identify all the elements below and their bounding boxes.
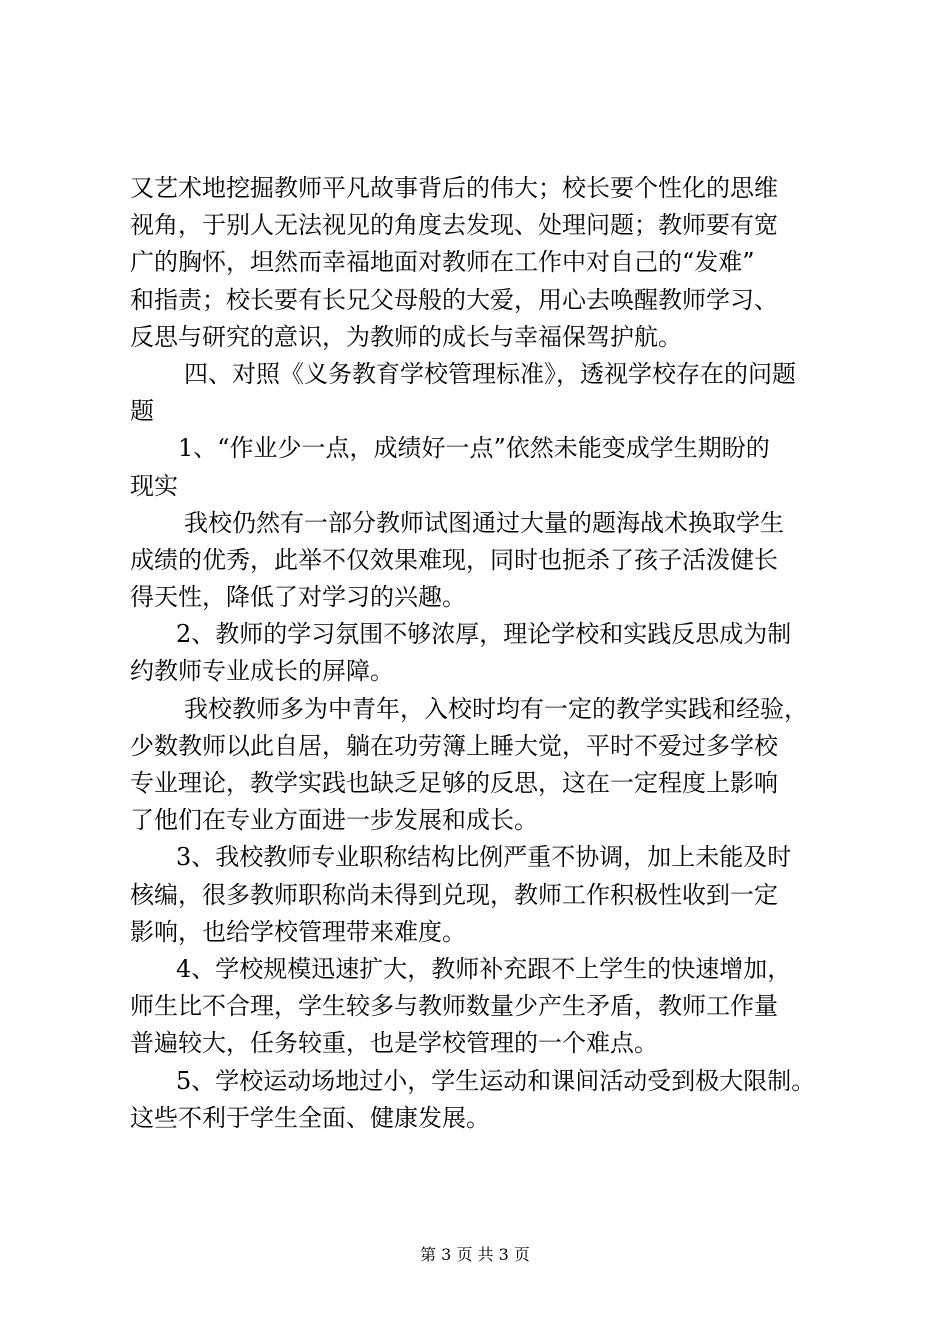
text-line: 约教师专业成长的屏障。: [130, 657, 394, 686]
text-line: 现实: [130, 471, 178, 500]
text-line: 核编，很多教师职称尚未得到兑现，教师工作积极性收到一定: [130, 880, 778, 909]
text-line: 成绩的优秀，此举不仅效果难现，同时也扼杀了孩子活泼健长: [130, 545, 778, 574]
text-line: 这些不利于学生全面、健康发展。: [130, 1103, 490, 1132]
item-1-body: [130, 505, 850, 617]
text-line: 师生比不合理，学生较多与教师数量少产生矛盾，教师工作量: [130, 992, 778, 1021]
text-line: 我校教师多为中青年，入校时均有一定的教学实践和经验，: [184, 694, 808, 723]
text-line: 5、学校运动场地过小，学生运动和课间活动受到极大限制。: [176, 1066, 816, 1095]
item-3: [130, 839, 850, 951]
document-body: [130, 170, 850, 1137]
item-5: [130, 1063, 850, 1137]
text-line: 广的胸怀，坦然而幸福地面对教师在工作中对自己的“发难”: [130, 248, 755, 277]
text-line: 反思与研究的意识，为教师的成长与幸福保驾护航。: [130, 322, 682, 351]
heading-line: 四、对照《义务教育学校管理标准》，透视学校存在的问题: [184, 359, 796, 388]
section-heading-four: [130, 356, 850, 430]
text-line: 得天性，降低了对学习的兴趣。: [130, 583, 466, 612]
text-line: 普遍较大，任务较重，也是学校管理的一个难点。: [130, 1029, 658, 1058]
text-line: 和指责；校长要有长兄父母般的大爱，用心去唤醒教师学习、: [130, 285, 778, 314]
paragraph-leadership-qualities: [130, 170, 850, 356]
page-number-label: 第 3 页 共 3 页: [420, 1245, 530, 1264]
text-line: 4、学校规模迅速扩大，教师补充跟不上学生的快速增加，: [176, 954, 792, 983]
text-line: 3、我校教师专业职称结构比例严重不协调，加上未能及时: [176, 843, 792, 872]
text-line: 了他们在专业方面进一步发展和成长。: [130, 806, 538, 835]
item-2-body: [130, 691, 850, 840]
text-line: 影响，也给学校管理带来难度。: [130, 917, 466, 946]
text-line: 少数教师以此自居，躺在功劳簿上睡大觉，平时不爱过多学校: [130, 731, 778, 760]
text-line: 2、教师的学习氛围不够浓厚，理论学校和实践反思成为制: [176, 620, 792, 649]
item-4: [130, 951, 850, 1063]
page-footer: [0, 1245, 950, 1265]
item-1-title: [130, 430, 850, 504]
item-2-title: [130, 616, 850, 690]
text-line: 视角，于别人无法视见的角度去发现、处理问题；教师要有宽: [130, 211, 778, 240]
text-line: 1、“作业少一点，成绩好一点”依然未能变成学生期盼的: [178, 434, 770, 463]
text-line: 又艺术地挖掘教师平凡故事背后的伟大；校长要个性化的思维: [130, 174, 778, 202]
text-line: 我校仍然有一部分教师试图通过大量的题海战术换取学生: [184, 508, 784, 537]
heading-line: 题: [130, 397, 154, 426]
text-line: 专业理论，教学实践也缺乏足够的反思，这在一定程度上影响: [130, 769, 778, 797]
